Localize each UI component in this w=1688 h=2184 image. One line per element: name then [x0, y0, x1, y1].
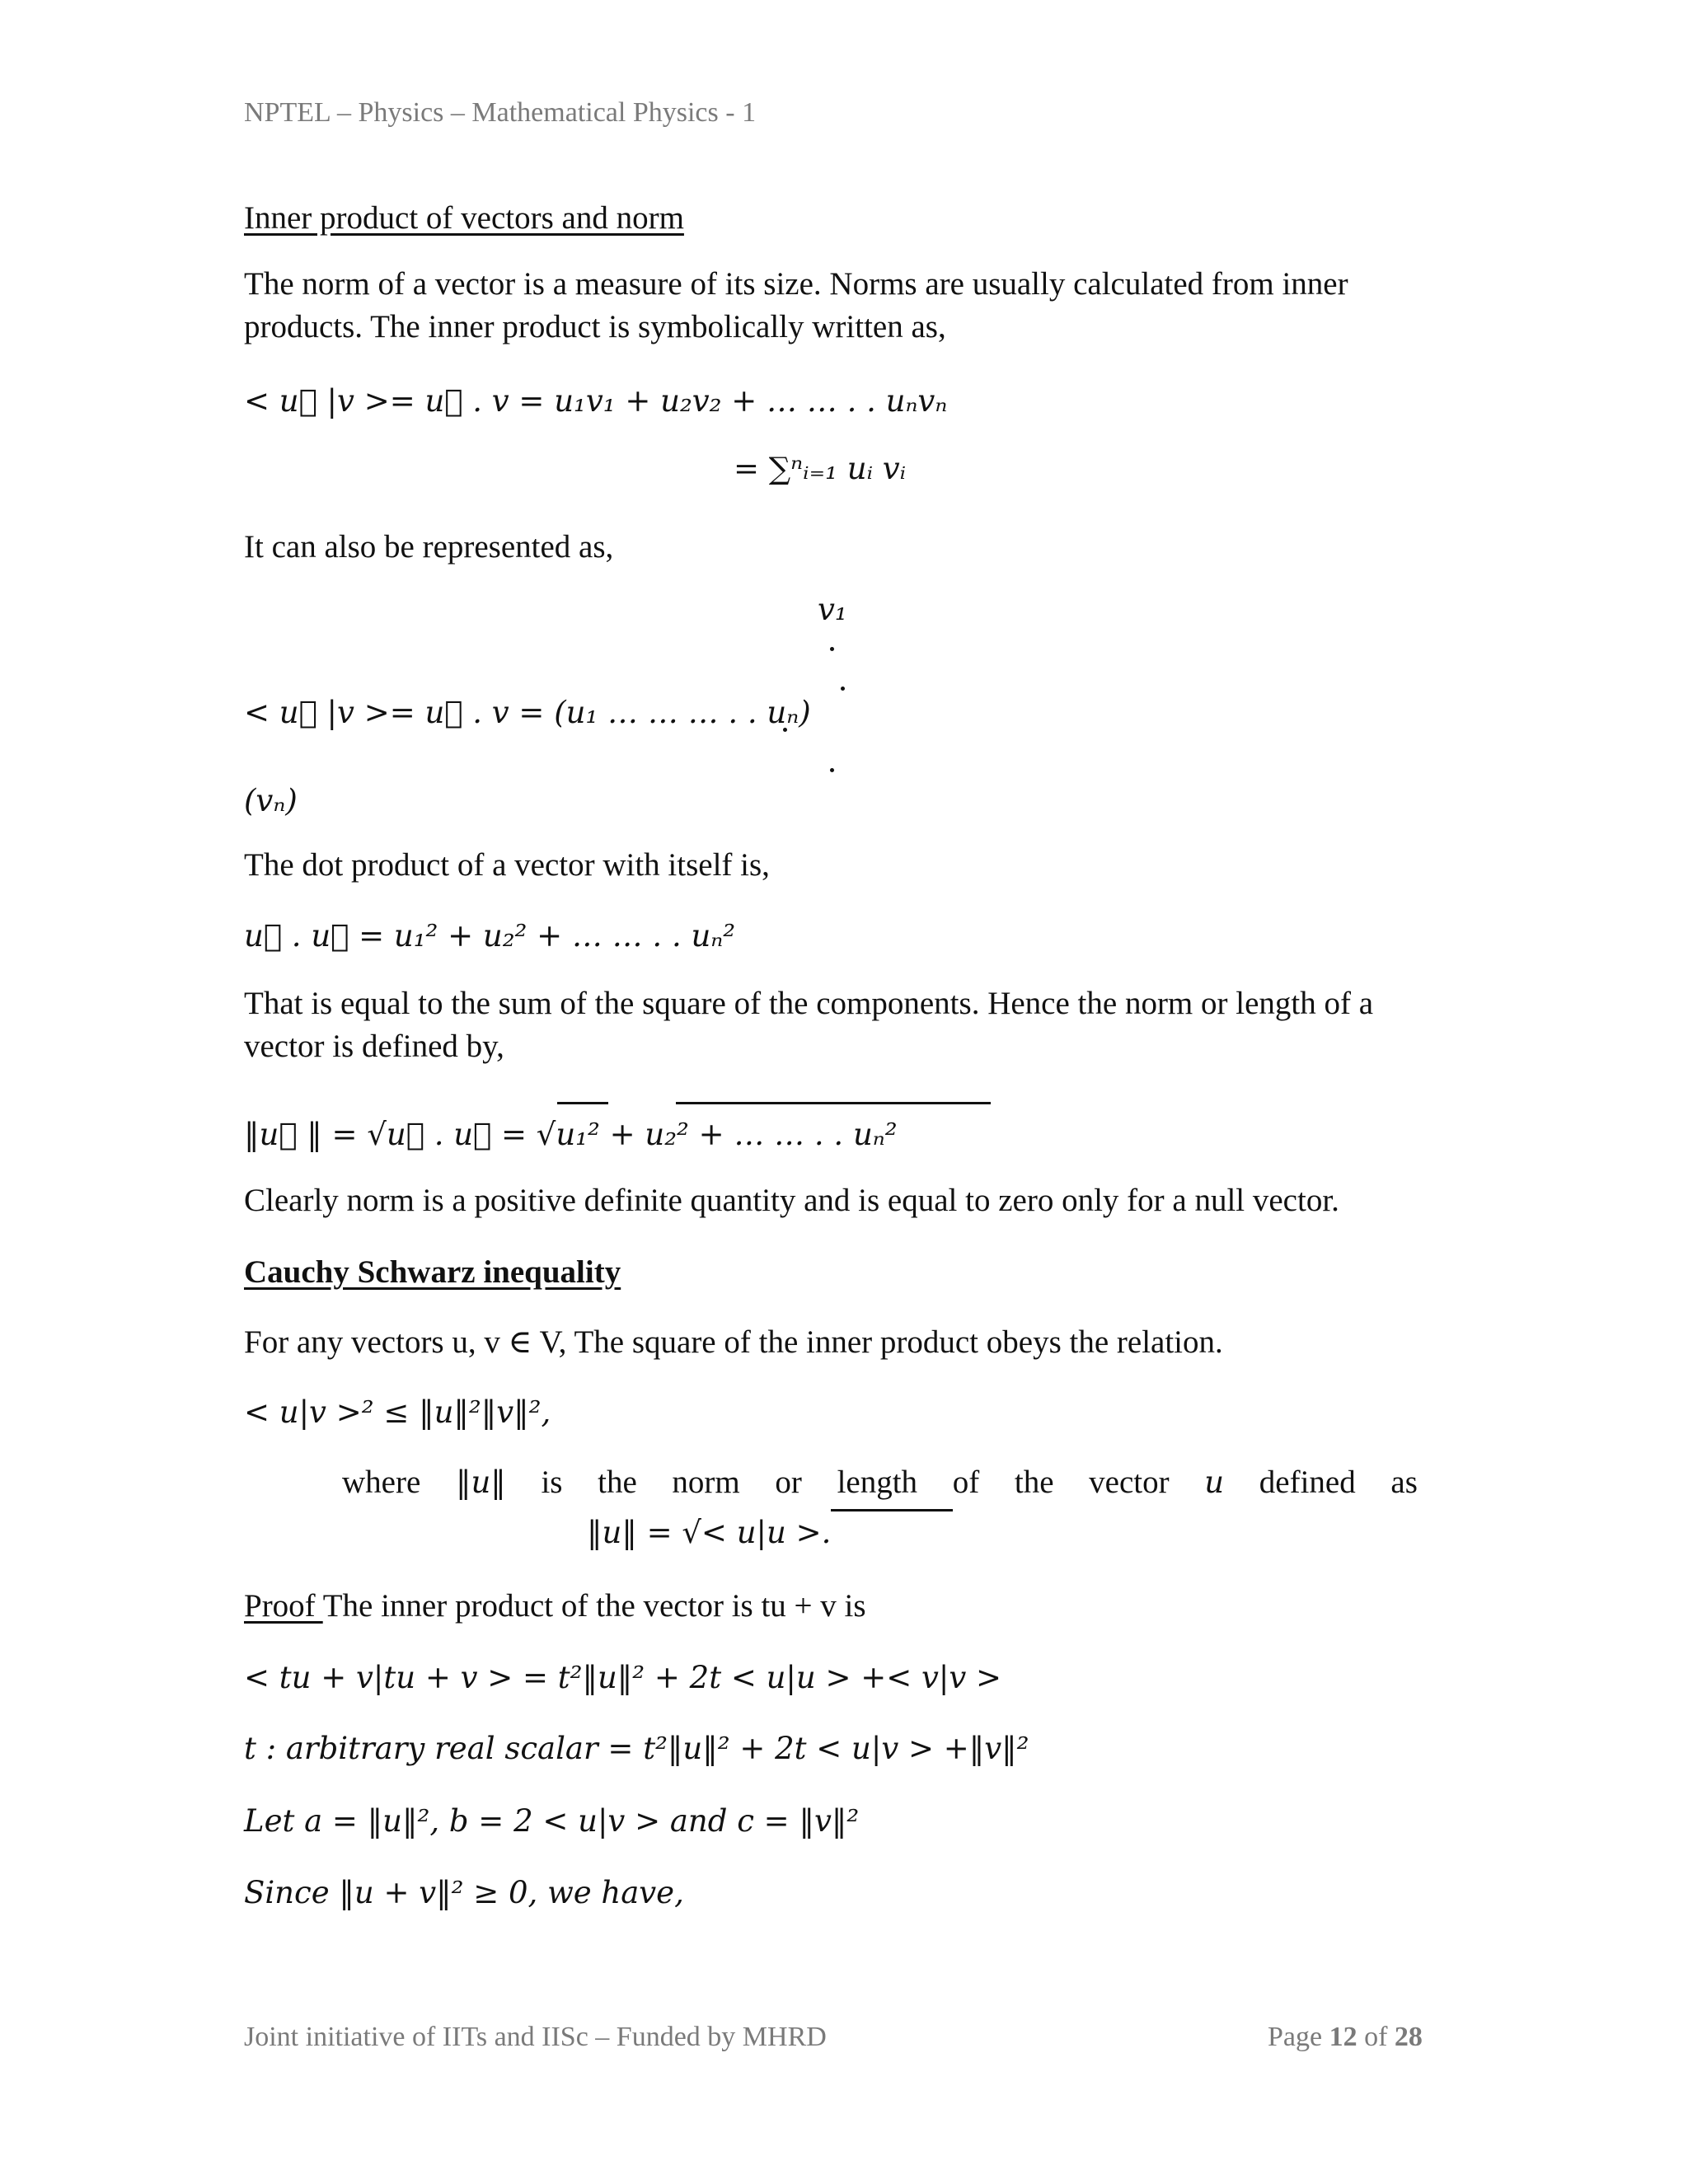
where-word: ‖u‖	[455, 1465, 506, 1500]
paragraph-sum-squares-line2: vector is defined by,	[244, 1029, 504, 1064]
column-vector-dot	[830, 647, 834, 651]
footer-credit: Joint initiative of IITs and IISc – Funded by MHRD	[244, 2022, 827, 2052]
equation-let-definitions: Let a = ‖u‖², b = 2 < u|v > and c = ‖v‖²	[244, 1803, 860, 1839]
paragraph-representation: It can also be represented as,	[244, 529, 614, 565]
where-word: vector	[1089, 1465, 1170, 1500]
where-word: or	[775, 1465, 802, 1500]
where-definition-line	[342, 1460, 1418, 1505]
radical-overline	[557, 1102, 608, 1104]
where-word: u	[1204, 1465, 1225, 1500]
equation-inner-product: < u⃗ |v >= u⃗ . v = u₁v₁ + u₂v₂ + … … . . uₙvₙ	[244, 383, 948, 419]
where-word: is	[541, 1465, 563, 1500]
where-word: the	[1014, 1465, 1054, 1500]
equation-arbitrary-scalar: t : arbitrary real scalar = t²‖u‖² + 2t < u|v > +‖v‖²	[244, 1731, 1029, 1766]
where-word: the	[598, 1465, 637, 1500]
equation-since: Since ‖u + v‖² ≥ 0, we have,	[244, 1875, 684, 1910]
column-vector-bottom: (vₙ)	[244, 783, 298, 818]
where-word: of	[952, 1465, 980, 1500]
column-vector-dot	[830, 768, 834, 772]
radical-overline	[831, 1509, 953, 1511]
page-current: 12	[1329, 2022, 1357, 2052]
radical-overline	[676, 1102, 991, 1104]
paragraph-norm-line2: products. The inner product is symbolically written as,	[244, 309, 946, 344]
where-word: length	[837, 1465, 918, 1500]
paragraph-norm-line1: The norm of a vector is a measure of its size. Norms are usually calculated from inner	[244, 266, 1348, 302]
paragraph-dot-product: The dot product of a vector with itself is,	[244, 847, 770, 883]
column-vector-top: v₁	[818, 592, 847, 627]
equation-norm: ‖u⃗ ‖ = √u⃗ . u⃗ = √u₁² + u₂² + … … . . uₙ²	[244, 1117, 898, 1152]
paragraph-sum-squares-line1: That is equal to the sum of the square of the components. Hence the norm or length of a	[244, 986, 1374, 1021]
section-heading-cauchy-schwarz: Cauchy Schwarz inequality	[244, 1254, 621, 1290]
equation-proof-expansion: < tu + v|tu + v > = t²‖u‖² + 2t < u|u > +< v|v >	[244, 1660, 1002, 1695]
running-header: NPTEL – Physics – Mathematical Physics - 1	[244, 97, 757, 128]
where-word: defined	[1259, 1465, 1356, 1500]
page-of: of	[1357, 2022, 1395, 2052]
equation-cauchy-schwarz: < u|v >² ≤ ‖u‖²‖v‖²,	[244, 1394, 551, 1430]
equation-row-vector: < u⃗ |v >= u⃗ . v = (u₁ … … … . . uₙ)	[244, 695, 811, 730]
proof-line	[244, 1584, 866, 1629]
paragraph-any-vectors: For any vectors u, v ∈ V, The square of the inner product obeys the relation.	[244, 1324, 1223, 1360]
column-vector-dot	[841, 687, 845, 691]
proof-label: Proof	[244, 1588, 323, 1624]
section-heading-inner-product: Inner product of vectors and norm	[244, 200, 684, 236]
page-total: 28	[1394, 2022, 1423, 2052]
page-prefix: Page	[1268, 2022, 1329, 2052]
where-word: where	[342, 1465, 421, 1500]
equation-norm-definition: ‖u‖ = √< u|u >.	[587, 1515, 832, 1550]
where-word: as	[1390, 1465, 1418, 1500]
where-word: norm	[672, 1465, 740, 1500]
equation-dot-self: u⃗ . u⃗ = u₁² + u₂² + … … . . uₙ²	[244, 918, 736, 954]
equation-inner-product-sum: = ∑ⁿᵢ₌₁ uᵢ vᵢ	[734, 451, 907, 486]
paragraph-positive-definite: Clearly norm is a positive definite quantity and is equal to zero only for a null vector.	[244, 1183, 1339, 1218]
proof-text: The inner product of the vector is tu + v is	[322, 1588, 866, 1624]
page-number	[1268, 2022, 1423, 2053]
